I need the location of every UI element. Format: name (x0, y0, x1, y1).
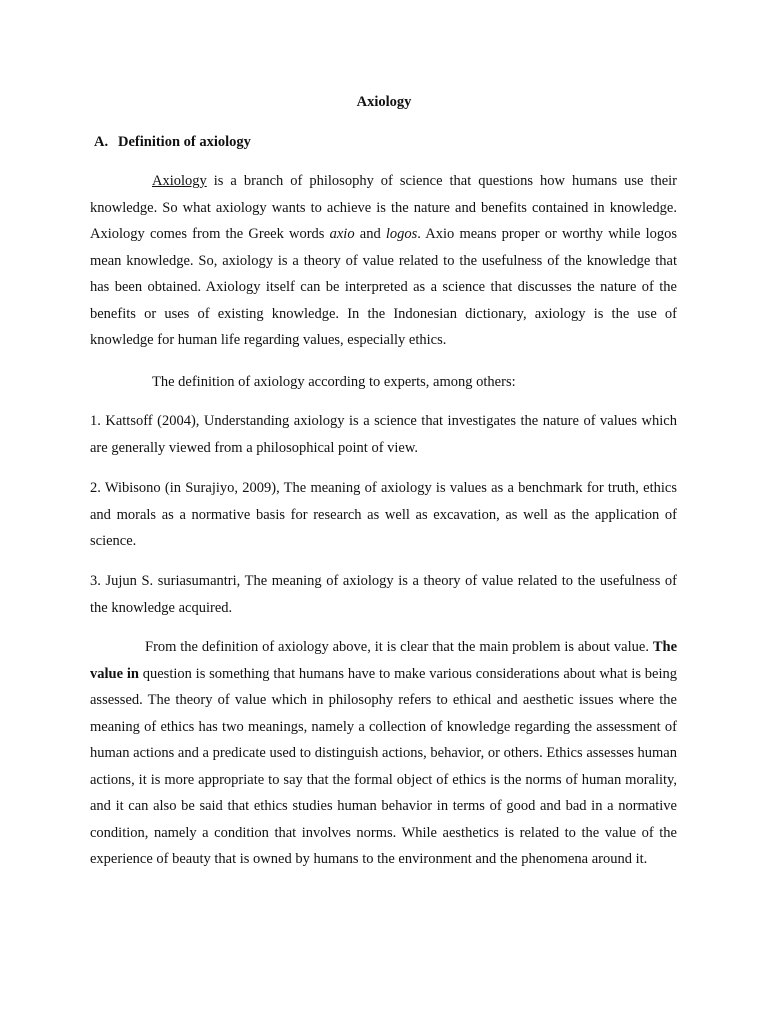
paragraph-text: and (354, 226, 386, 242)
paragraph-value-problem (90, 634, 677, 873)
section-heading (94, 134, 251, 151)
paragraph-text: From the definition of axiology above, it is clear that the main problem is about value. (145, 639, 653, 655)
paragraph-text: question is something that humans have to make various considerations about what is being assessed. The theory of value which in philosophy refers to ethical and aesthetic issues where the meaning of ethics has two meanings, namely a collection of knowledge regarding the assessment of human actions and a predicate used to distinguish actions, behavior, or others. Ethics assesses human actions, it is more appropriate to say that the formal object of ethics is the norms of human morality, and it can also be said that ethics studies human behavior in terms of good and bad in a normative condition, namely a condition that involves norms. While aesthetics is related to the value of the experience of beauty that is owned by humans to the environment and the phenomena around it. (90, 665, 678, 867)
section-marker: A. (94, 134, 109, 150)
word-logos: logos (385, 226, 418, 242)
word-axio: axio (329, 226, 355, 242)
section-heading-text: Definition of axiology (118, 134, 251, 150)
paragraph-text: is a branch of philosophy of science that questions how humans use their knowledge. So what axiology wants to achieve is the nature and benefits contained in knowledge. Axiology comes from the Greek words (90, 173, 677, 242)
list-item-kattsoff: 1. Kattsoff (2004), Understanding axiology is a science that investigates the nature of values which are generally viewed from a philosophical point of view. (90, 413, 677, 456)
document-title: Axiology (356, 94, 412, 110)
paragraph-text: . Axio means proper or worthy while logos mean knowledge. So, axiology is a theory of value related to the usefulness of the knowledge that has been obtained. Axiology itself can be interpreted as a science that discusses the nature of the benefits or uses of existing knowledge. In the Indonesian dictionary, axiology is the use of knowledge for human life regarding values, especially ethics. (90, 226, 677, 348)
list-item-wibisono: 2. Wibisono (in Surajiyo, 2009), The meaning of axiology is values as a benchmark for truth, ethics and morals as a normative basis for research as well as excavation, as well as the application of science. (90, 480, 677, 549)
paragraph-axiology-definition (90, 168, 677, 354)
list-item-suriasumantri: 3. Jujun S. suriasumantri, The meaning of axiology is a theory of value related to the usefulness of the knowledge acquired. (90, 573, 677, 616)
axiology-term: Axiology (152, 173, 207, 189)
bold-phrase: The value in (90, 639, 677, 682)
paragraph-experts-intro: The definition of axiology according to experts, among others: (152, 374, 516, 390)
